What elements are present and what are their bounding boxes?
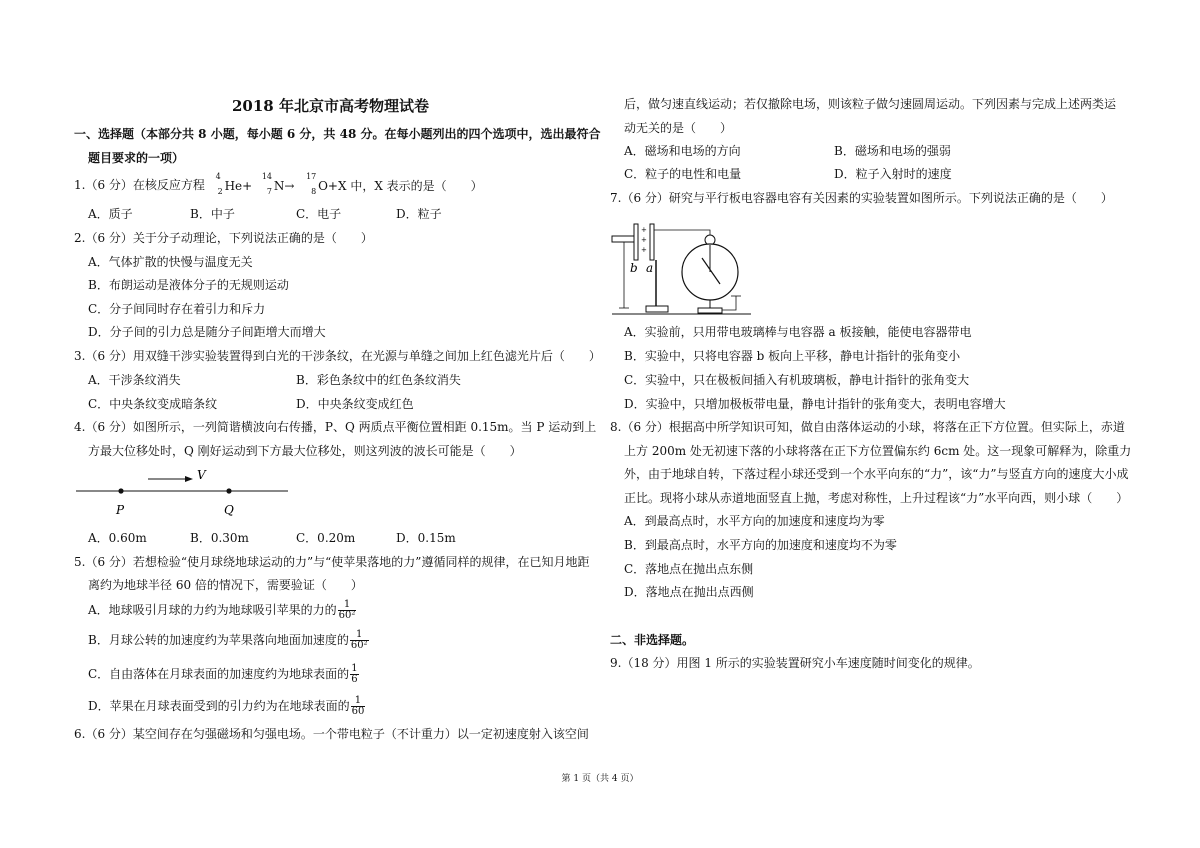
q7-plate-a: [650, 224, 654, 260]
q1-stem-text: 1.（6 分）在核反应方程: [74, 178, 205, 192]
q2-option-a: A．气体扩散的快慢与温度无关: [88, 255, 253, 269]
q4-label-q: Q: [224, 503, 234, 517]
q8-stem-line3: 外，由于地球自转，下落过程小球还受到一个水平向东的“力”，该“力”与竖直方向的速度大小成: [624, 467, 1129, 481]
q9-stem: 9.（18 分）用图 1 所示的实验装置研究小车速度随时间变化的规律。: [610, 656, 980, 670]
q3-stem: 3.（6 分）用双缝干涉实验装置得到白光的干涉条纹，在光源与单缝之间加上红色滤光片后（ ）: [74, 349, 601, 363]
q1-o-z: 8: [311, 186, 317, 196]
q6-stem-line2: 后，做匀速直线运动；若仅撤除电场，则该粒子做匀速圆周运动。下列因素与完成上述两类运: [624, 97, 1117, 111]
q3-option-c: C．中央条纹变成暗条纹: [88, 397, 218, 411]
section1-heading-line2: 题目要求的一项）: [88, 151, 185, 165]
q1-o-nuclide: [306, 171, 483, 196]
q1-n-z: 7: [266, 186, 272, 196]
q3-option-d: D．中央条纹变成红色: [296, 397, 414, 411]
q4-label-p: P: [116, 503, 125, 517]
q2-option-b: B．布朗运动是液体分子的无规则运动: [88, 278, 289, 292]
q8-option-d: D．落地点在抛出点西侧: [624, 585, 754, 599]
q8-option-a: A．到最高点时，水平方向的加速度和速度均为零: [624, 514, 885, 528]
q1-he-z: 2: [217, 186, 223, 196]
q6-option-d: D．粒子入射时的速度: [834, 167, 952, 181]
section2-heading: 二、非选择题。: [610, 633, 695, 647]
q5-option-c-num: 1: [351, 663, 358, 674]
q7-label-a: a: [646, 261, 654, 275]
q5-option-b-fraction: [350, 630, 369, 651]
q5-option-c: [88, 664, 359, 685]
q7-label-b: b: [630, 261, 638, 275]
q5-option-a-fraction: [338, 600, 357, 621]
q6-stem-line1: 6.（6 分）某空间存在匀强磁场和匀强电场。一个带电粒子（不计重力）以一定初速度射入该空间: [74, 727, 589, 741]
q1-stem: [74, 171, 483, 196]
q5-option-d-fraction: [351, 696, 366, 717]
q5-option-c-den: 6: [351, 674, 358, 685]
exam-title: 2018 年北京市高考物理试卷: [232, 97, 429, 115]
q4-option-a: A．0.60m: [88, 531, 147, 545]
q5-option-b-num: 1: [350, 630, 369, 641]
q7-wire: [654, 230, 710, 240]
q1-o-symbol: O+X 中，X 表示的是（ ）: [318, 178, 483, 193]
q4-option-c: C．0.20m: [296, 531, 356, 545]
q4-arrowhead: [185, 476, 193, 482]
q4-label-v: V: [197, 468, 206, 482]
q1-n-mass: 14: [261, 171, 273, 181]
q4-point-p: [118, 488, 123, 493]
q4-wave-figure: [70, 462, 300, 522]
q6-option-a: A．磁场和电场的方向: [624, 144, 741, 158]
q2-option-d: D．分子间的引力总是随分子间距增大而增大: [88, 325, 326, 339]
q3-option-b: B．彩色条纹中的红色条纹消失: [296, 373, 461, 387]
q7-plate-b: [634, 224, 638, 260]
q4-point-q: [226, 488, 231, 493]
q5-option-d-text: D．苹果在月球表面受到的引力约为在地球表面的: [88, 699, 350, 713]
q2-option-c: C．分子间同时存在着引力和斥力: [88, 302, 266, 316]
q6-option-b: B．磁场和电场的强弱: [834, 144, 951, 158]
q8-stem-line4: 正比。现将小球从赤道地面竖直上抛，考虑对称性，上升过程该“力”水平向西，则小球（ ）: [624, 491, 1129, 505]
q1-he-symbol: He+: [224, 178, 253, 193]
q1-option-d: D．粒子: [396, 207, 442, 221]
q8-stem-line1: 8.（6 分）根据高中所学知识可知，做自由落体运动的小球，将落在正下方位置。但实际上，赤道: [610, 420, 1125, 434]
q5-option-d-den: 60: [351, 706, 365, 717]
q8-stem-line2: 上方 200m 处无初速下落的小球将落在正下方位置偏东约 6cm 处。这一现象可解释为，除重力: [624, 444, 1132, 458]
q7-electrometer-base: [698, 308, 722, 313]
q7-option-b: B．实验中，只将电容器 b 板向上平移，静电计指针的张角变小: [624, 349, 961, 363]
q5-option-b-text: B．月球公转的加速度约为苹果落向地面加速度的: [88, 633, 349, 647]
q5-stem-line2: 离约为地球半径 60 倍的情况下，需要验证（ ）: [88, 578, 363, 592]
q7-capacitor-figure: [606, 210, 756, 320]
q5-option-c-text: C．自由落体在月球表面的加速度约为地球表面的: [88, 667, 350, 681]
q5-option-a: [88, 600, 356, 621]
q7-charge-mark-2: +: [641, 236, 647, 244]
q5-option-d: [88, 696, 365, 717]
q8-option-c: C．落地点在抛出点东侧: [624, 562, 754, 576]
page-footer: 第 1 页（共 4 页）: [561, 774, 639, 784]
q1-option-c: C．电子: [296, 207, 342, 221]
q4-stem-line2: 方最大位移处时，Q 刚好运动到下方最大位移处，则这列波的波长可能是（ ）: [88, 444, 522, 458]
q5-option-a-den: 60²: [338, 610, 356, 621]
q1-option-b: B．中子: [190, 207, 235, 221]
q7-charge-mark-3: +: [641, 246, 647, 254]
q5-option-b-den: 60²: [350, 640, 368, 651]
q7-stem: 7.（6 分）研究与平行板电容器电容有关因素的实验装置如图所示。下列说法正确的是（ ）: [610, 191, 1113, 205]
q3-option-a: A．干涉条纹消失: [88, 373, 181, 387]
q1-n-symbol: N→: [273, 178, 295, 193]
q7-option-a: A．实验前，只用带电玻璃棒与电容器 a 板接触，能使电容器带电: [624, 325, 972, 339]
q1-n-nuclide: [261, 171, 295, 196]
q5-option-a-num: 1: [338, 600, 357, 611]
q1-o-mass: 17: [306, 171, 317, 181]
q7-option-d: D．实验中，只增加极板带电量，静电计指针的张角变大，表明电容增大: [624, 397, 1006, 411]
q2-stem: 2.（6 分）关于分子动理论，下列说法正确的是（ ）: [74, 231, 373, 245]
q1-he-mass: 4: [215, 171, 221, 181]
q1-option-a: A．质子: [88, 207, 133, 221]
q5-option-a-text: A．地球吸引月球的力约为地球吸引苹果的力的: [88, 603, 337, 617]
q6-option-c: C．粒子的电性和电量: [624, 167, 742, 181]
section1-heading-line1: 一、选择题（本部分共 8 小题，每小题 6 分，共 48 分。在每小题列出的四个选项中，选出最符合: [74, 127, 601, 141]
q4-option-b: B．0.30m: [190, 531, 249, 545]
q5-option-b: [88, 630, 369, 651]
q7-stand-base: [646, 306, 668, 312]
q7-rod: [612, 236, 634, 242]
q5-option-d-num: 1: [351, 696, 366, 707]
q7-charge-mark-1: +: [641, 226, 647, 234]
q7-option-c: C．实验中，只在极板间插入有机玻璃板，静电计指针的张角变大: [624, 373, 970, 387]
q6-stem-line3: 动无关的是（ ）: [624, 121, 733, 135]
q1-he-nuclide: [215, 171, 253, 196]
q7-ground-wire-right: [722, 296, 736, 310]
q8-option-b: B．到最高点时，水平方向的加速度和速度均不为零: [624, 538, 897, 552]
q4-option-d: D．0.15m: [396, 531, 456, 545]
q5-stem-line1: 5.（6 分）若想检验“使月球绕地球运动的力”与“使苹果落地的力”遵循同样的规律，在已知月地距: [74, 555, 590, 569]
q4-stem-line1: 4.（6 分）如图所示，一列简谐横波向右传播，P、Q 两质点平衡位置相距 0.15m。当 P 运动到上: [74, 420, 597, 434]
q5-option-c-fraction: [350, 664, 358, 685]
